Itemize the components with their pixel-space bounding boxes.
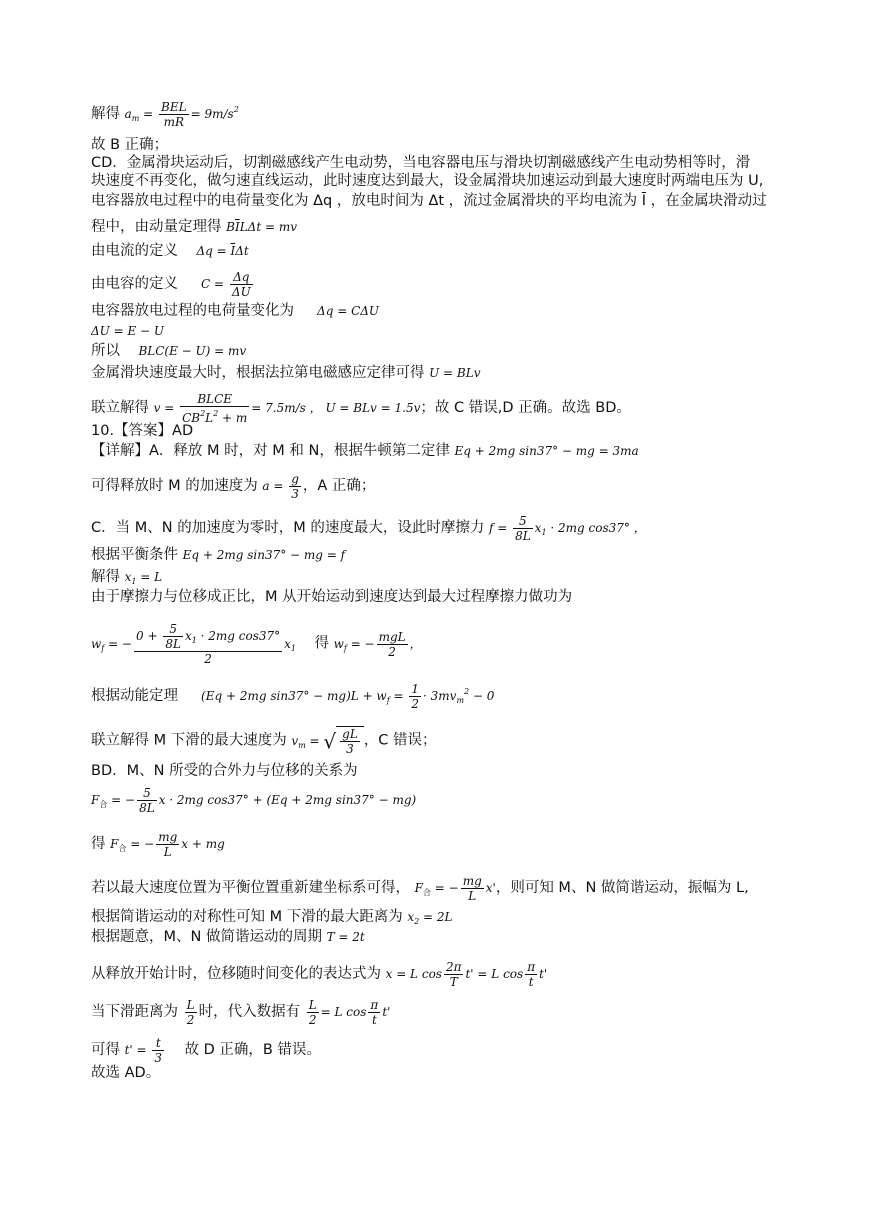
line-25: [91, 830, 225, 859]
line-30-eq: $\frac{L}{2}$: [186, 998, 195, 1027]
line-8: [91, 302, 379, 320]
line-9-eq: ΔU = E − U: [91, 324, 165, 338]
line-21-eq: (Eq + 2mg $\sin 37^\circ - mg)L + w_f$ = $\frac{1}{2}$ · $3mv_m^2 - 0$: [201, 682, 495, 711]
line-20-eq2: $w_f$ = − $\frac{\text{mgL}}{2}$ ，: [333, 629, 422, 659]
line-29: [91, 960, 547, 989]
line-20: [91, 622, 422, 666]
line-3: 块速度不再变化，做匀速直线运动，此时速度达到最大，设金属滑块加速运动到最大速度时两端电压为 U,: [91, 173, 764, 189]
line-15-text: 可得释放时 M 的加速度为: [91, 478, 258, 494]
line-31-tail: 故 D 正确，B 错误。: [184, 1042, 321, 1058]
line-28-eq: T = 2t: [326, 930, 365, 944]
line-20-eq: $w_f$ = − 0 + $\frac{5}{8L}$ $x_1 \cdot 2mg$ cos37° 2 $x_1$: [91, 622, 297, 666]
line-9: [91, 322, 164, 340]
line-31: [91, 1036, 321, 1065]
line-4: 电容器放电过程中的电荷量变化为 Δq ，放电时间为 Δt ，流过金属滑块的平均电流为 Ī ，在金属块滑动过: [91, 193, 767, 209]
line-30: [91, 998, 390, 1027]
line-8-text: 电容器放电过程的电荷量变化为: [91, 303, 294, 319]
line-19: 由于摩擦力与位移成正比，M 从开始运动到速度达到最大过程摩擦力做功为: [91, 589, 573, 605]
line-13: 10.【答案】AD: [91, 423, 194, 439]
line-7-text: 由电容的定义: [91, 276, 178, 292]
line-26-text: 若以最大速度位置为平衡位置重新建坐标系可得，: [91, 880, 410, 896]
line-27-text: 根据简谐运动的对称性可知 M 下滑的最大距离为: [91, 909, 403, 925]
line-30-eq2: $\frac{L}{2}$ = L cos $\frac{\pi}{t}$ t': [308, 998, 391, 1027]
line-6-text: 由电流的定义: [91, 243, 178, 259]
line-23: BD．M、N 所受的合外力与位移的关系为: [91, 763, 358, 779]
line-15-eq: a = $\frac{g}{3}$: [262, 472, 299, 501]
line-5: [91, 218, 297, 236]
line-12-text: 联立解得: [91, 400, 149, 416]
line-14: [91, 442, 639, 460]
line-5-eq: $B\overline{I}L\Delta t$ = mv: [226, 220, 297, 234]
line-6-eq: $\Delta q = \overline{I}\Delta t$: [196, 244, 249, 258]
line-29-eq: x = L cos $\frac{2\pi}{T}$ t' = L cos $\frac{\pi}{t}$ t': [385, 960, 548, 989]
line-30-text: 当下滑距离为: [91, 1004, 178, 1020]
line-11-eq: U = BLv: [429, 366, 481, 380]
line-24: [91, 786, 416, 815]
line-18-text: 解得: [91, 569, 120, 585]
line-26-eq: $F_合$ = − $\frac{mg}{L}$ x': [414, 874, 496, 903]
line-7: [91, 270, 255, 299]
line-8-eq: Δq = CΔU: [317, 304, 380, 318]
line-10: [91, 342, 246, 360]
line-22-text: 联立解得 M 下滑的最大速度为: [91, 732, 287, 749]
line-10-eq: BLC(E − U) = mv: [138, 344, 247, 358]
line-11: [91, 364, 480, 382]
line-5-text: 程中，由动量定理得: [91, 219, 222, 235]
line-27-eq: $x_2 = 2L$: [407, 910, 453, 926]
line-14-text: 【详解】A．释放 M 时，对 M 和 N，根据牛顿第二定律: [91, 443, 450, 459]
line-16: [91, 514, 646, 543]
line-25-eq: $F_合$ = − $\frac{mg}{L}$ x + mg: [110, 830, 225, 859]
line-20-tail: 得: [314, 635, 329, 652]
line-10-text: 所以: [91, 343, 120, 359]
line-32: 故选 AD。: [91, 1065, 161, 1081]
line-1: 故 B 正确；: [91, 137, 169, 153]
line-0: [91, 100, 239, 129]
line-29-text: 从释放开始计时，位移随时间变化的表达式为: [91, 966, 381, 982]
line-22: [91, 726, 437, 756]
line-17: [91, 546, 345, 564]
line-28-text: 根据题意，M、N 做简谐运动的周期: [91, 929, 322, 945]
line-18-eq: $x_1 = L$: [124, 570, 163, 586]
line-28: [91, 928, 365, 946]
line-12-tail: ；故 C 错误,D 正确。故选 BD。: [420, 400, 631, 416]
line-17-text: 根据平衡条件: [91, 547, 178, 563]
line-15-tail: ，A 正确；: [302, 478, 376, 494]
line-22-eq: $v_m$ = √ $\frac{gL}{3}$: [291, 734, 363, 748]
line-11-text: 金属滑块速度最大时，根据法拉第电磁感应定律可得: [91, 365, 425, 381]
line-0-text: 解得: [91, 106, 120, 122]
line-12: [91, 392, 631, 425]
line-15: [91, 472, 375, 501]
line-17-eq: Eq + 2mg sin37° − mg = f: [182, 548, 346, 562]
line-24-eq: $F_合$ = − $\frac{5}{8L}$ x · 2mg cos37° + (Eq + 2mg sin37° − mg): [91, 786, 417, 815]
line-26-tail: ，则可知 M、N 做简谐运动，振幅为 L,: [495, 880, 749, 896]
line-21: [91, 682, 494, 711]
line-7-eq: C = $\frac{\Delta q}{\Delta U}$: [201, 270, 251, 299]
line-16-eq: f = $\frac{5}{8L}$ $x_1 \cdot 2mg$ cos37° ，: [488, 514, 646, 543]
line-14-eq: Eq + 2mg sin37° − mg = 3ma: [454, 444, 639, 458]
line-30-tail: 时，代入数据有: [198, 1004, 301, 1020]
line-2: CD．金属滑块运动后，切割磁感线产生电动势，当电容器电压与滑块切割磁感线产生电动势相等时，滑: [91, 155, 751, 171]
line-12-eq: v = $\frac{\text{BLCE}}{CB^2L^2 + m}$ = 7.5m/s ， U = BLv = 1.5v: [153, 392, 421, 425]
line-16-text: C．当 M、N 的加速度为零时，M 的速度最大，设此时摩擦力: [91, 520, 485, 536]
line-0-eq: $a_m$ = $\frac{\text{BEL}}{mR}$ = $9m/s^2$: [124, 100, 239, 129]
line-26: [91, 874, 749, 903]
line-25-text: 得: [91, 836, 106, 852]
line-31-text: 可得: [91, 1042, 120, 1058]
line-22-tail: ，C 错误；: [363, 732, 437, 749]
line-31-eq: t' = $\frac{t}{3}$: [124, 1036, 163, 1065]
line-21-text: 根据动能定理: [91, 688, 178, 704]
line-6: [91, 242, 249, 260]
